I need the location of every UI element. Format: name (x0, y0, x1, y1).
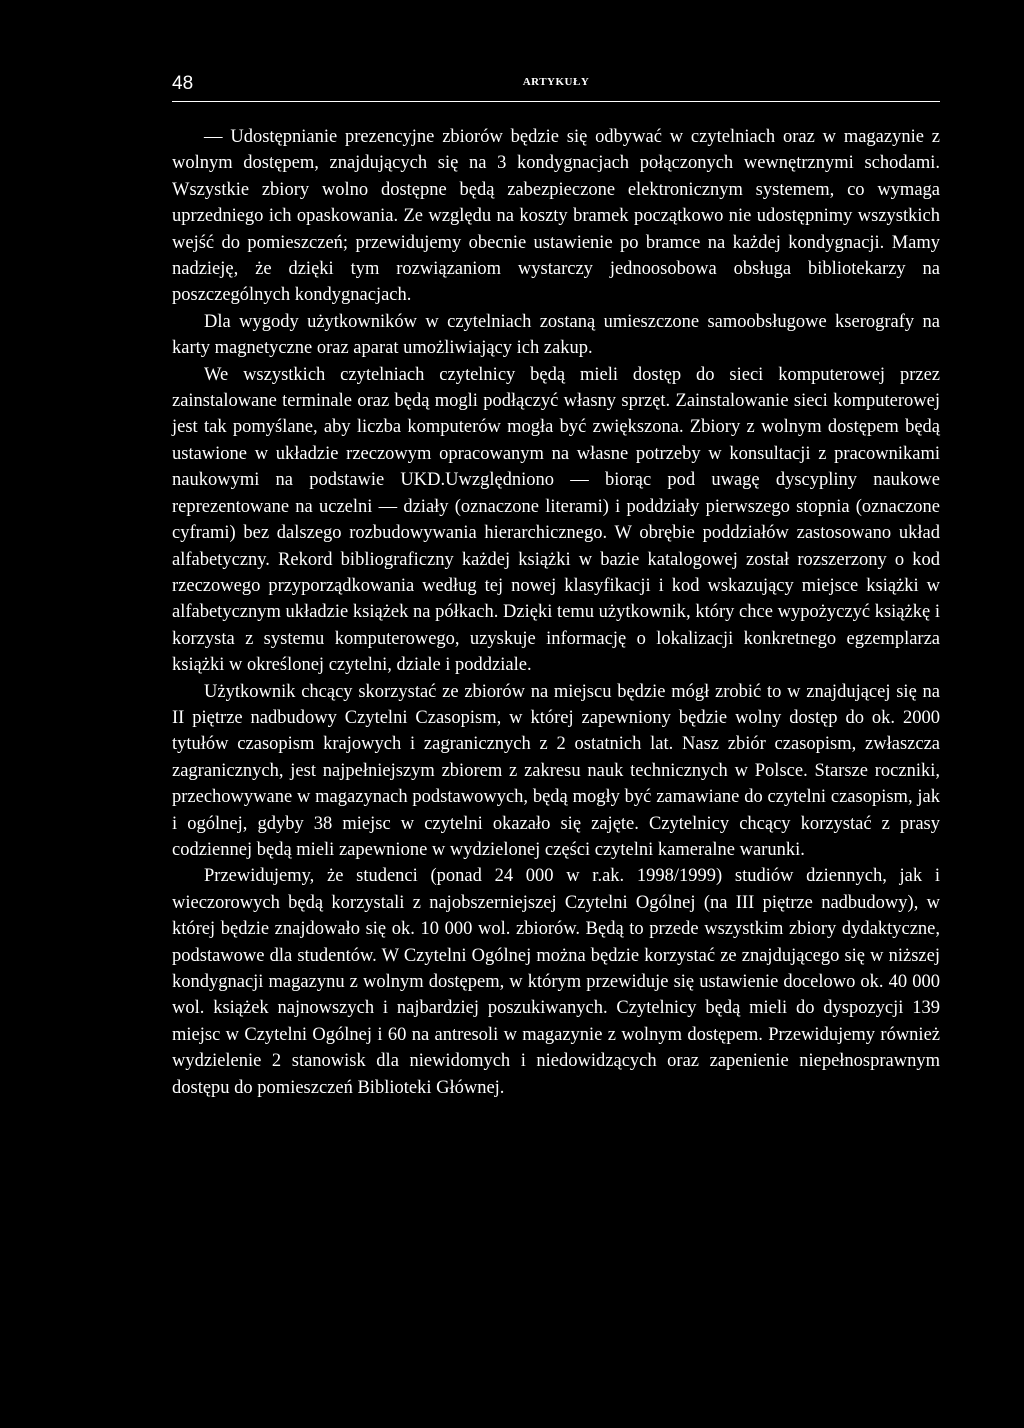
paragraph-periodicals-reading-room: Użytkownik chcący skorzystać ze zbiorów na miejscu będzie mógł zrobić to w znajdującej się na II piętrze nadbudowy Czytelni Czasopism, w której zapewniony będzie wolny dostęp do ok. 2000 tytułów czasopism krajowych i zagranicznych z 2 ostatnich lat. Nasz zbiór czasopism, zwłaszcza zagranicznych, jest najpełniejszym zbiorem z zakresu nauk technicznych w Polsce. Starsze roczniki, przechowywane w magazynach podstawowych, będą mogły być zamawiane do czytelni czasopism, jak i ogólnej, gdyby 38 miejsc w czytelni okazało się zajęte. Czytelnicy chcący korzystać z prasy codziennej będą mieli zapewnione w wydzielonej części czytelni kameralne warunki. (172, 681, 940, 860)
article-body (172, 124, 940, 1101)
paragraph-general-reading-room: Przewidujemy, że studenci (ponad 24 000 w r.ak. 1998/1999) studiów dziennych, jak i wieczorowych będą korzystali z najobszerniejszej Czytelni Ogólnej (na III piętrze nadbudowy), w której będzie znajdowało się ok. 10 000 wol. zbiorów. Będą to przede wszystkim zbiory dydaktyczne, podstawowe dla studentów. W Czytelni Ogólnej można będzie korzystać ze znajdującego się w niższej kondygnacji magazynu z wolnym dostępem, w którym przewiduje się ustawienie docelowo ok. 40 000 wol. książek najnowszych i najbardziej poszukiwanych. Czytelnicy będą mieli do dyspozycji 139 miejsc w Czytelni Ogólnej i 60 na antresoli w magazynie z wolnym dostępem. Przewidujemy również wydzielenie 2 stanowisk dla niewidomych i niedowidzących oraz zapenienie niepełnosprawnym dostępu do pomieszczeń Biblioteki Głównej. (172, 866, 940, 1098)
running-head: ARTYKUŁY (522, 76, 590, 88)
page-header (172, 72, 940, 102)
paragraph-computer-network: We wszystkich czytelniach czytelnicy będą mieli dostęp do sieci komputerowej przez zainstalowane terminale oraz będą mogli podłączyć własny sprzęt. Zainstalowanie sieci komputerowej jest tak pomyślane, aby liczba komputerów mogła być zwiększona. Zbiory z wolnym dostępem będą ustawione w układzie rzeczowym opracowanym na własne potrzeby w konsultacji z pracownikami naukowymi na podstawie UKD.Uwzględniono — biorąc pod uwagę dyscypliny naukowe reprezentowane na uczelni — działy (oznaczone literami) i poddziały pierwszego stopnia (oznaczone cyframi) bez dalszego rozbudowywania hierarchicznego. W obrębie poddziałów zastosowano układ alfabetyczny. Rekord bibliograficzny każdej książki w bazie katalogowej został rozszerzony o kod rzeczowego przyporządkowania według tej nowej klasyfikacji i kod wskazujący miejsce książki w alfabetycznym układzie książek na półkach. Dzięki temu użytkownik, który chce wypożyczyć książkę i korzysta z systemu komputerowego, uzyskuje informację o lokalizacji konkretnego egzemplarza książki w określonej czytelni, dziale i poddziale. (172, 364, 940, 676)
page-number: 48 (172, 73, 194, 94)
paragraph-photocopiers: Dla wygody użytkowników w czytelniach zostaną umieszczone samoobsługowe kserografy na karty magnetyczne oraz aparat umożliwiający ich zakup. (172, 311, 940, 359)
paragraph-presence-access: — Udostępnianie prezencyjne zbiorów będzie się odbywać w czytelniach oraz w magazynie z wolnym dostępem, znajdujących się na 3 kondygnacjach połączonych wewnętrznymi schodami. Wszystkie zbiory wolno dostępne będą zabezpieczone elektronicznym systemem, co wymaga uprzedniego ich opaskowania. Ze względu na koszty bramek początkowo nie udostępnimy wszystkich wejść do pomieszczeń; przewidujemy obecnie ustawienie po bramce na każdej kondygnacji. Mamy nadzieję, że dzięki tym rozwiązaniom wystarczy jednoosobowa obsługa bibliotekarzy na poszczególnych kondygnacjach. (172, 127, 940, 306)
header-rule (172, 101, 940, 102)
